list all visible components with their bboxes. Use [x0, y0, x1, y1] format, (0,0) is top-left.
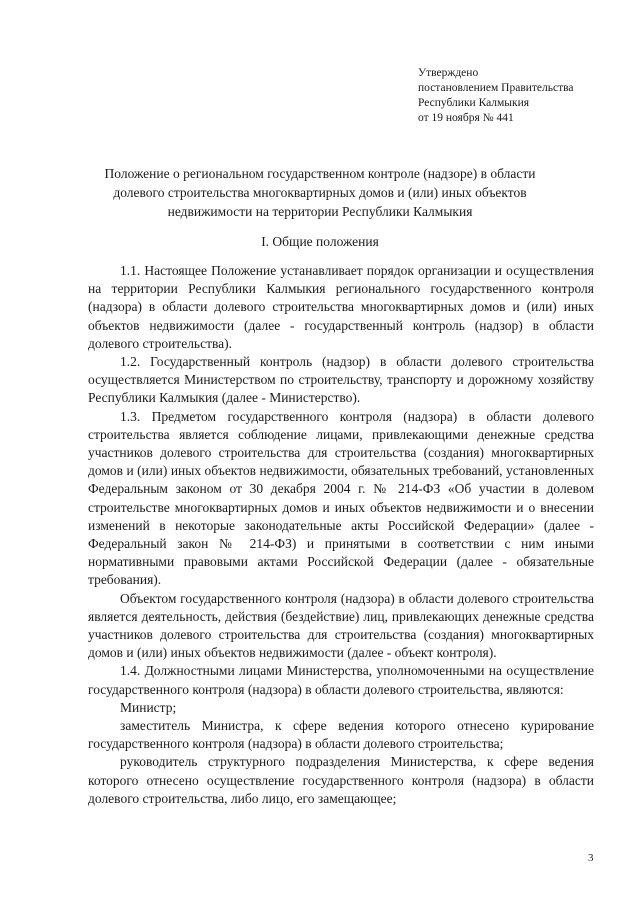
paragraph-1-1: 1.1. Настоящее Положение устанавливает порядок организации и осуществления на территории Республики Калмыкия регионального государственного контроля (надзора) в области долевого строительства многоквартирных домов и (или) иных объектов недвижимости (далее - государственный контроль (надзор) в области долевого строительства).	[88, 263, 594, 351]
approval-line: постановлением Правительства	[418, 82, 574, 94]
approval-date: от 19 ноября № 441	[418, 112, 514, 124]
paragraph-1-2: 1.2. Государственный контроль (надзор) в области долевого строительства осуществляется Министерством по строительству, транспорту и дорожному хозяйству Республики Калмыкия (далее - Министерство).	[88, 354, 594, 406]
approval-stamp	[418, 66, 574, 126]
title-line: долевого строительства многоквартирных домов и (или) иных объектов	[113, 185, 527, 200]
approval-line: Утверждено	[418, 67, 479, 79]
list-item-deputy: заместитель Министра, к сфере ведения которого отнесено курирование государственного контроля (надзора) в области долевого строительства;	[88, 718, 594, 752]
document-body	[88, 262, 594, 808]
list-item-minister: Министр;	[120, 699, 177, 715]
paragraph-object: Объектом государственного контроля (надзора) в области долевого строительства является деятельность, действия (бездействие) лиц, привлекающих денежные средства участников долевого строительства для строительства (создания) многоквартирных домов и (или) иных объектов недвижимости (далее - объект контроля).	[88, 590, 594, 661]
paragraph-1-3: 1.3. Предметом государственного контроля (надзора) в области долевого строительства является соблюдение лицами, привлекающими денежные средства участников долевого строительства для строительства (создания) многоквартирных домов и (или) иных объектов недвижимости, обязательных требований, установленных Федеральным законом от 30 декабря 2004 г. № 214-ФЗ «Об участии в долевом строительстве многоквартирных домов и иных объектов недвижимости и о внесении изменений в некоторые законодательные акты Российской Федерации» (далее - Федеральный закон № 214-ФЗ) и принятыми в соответствии с ним иными нормативными правовыми актами Российской Федерации (далее - обязательные требования).	[88, 408, 594, 588]
approval-line: Республики Калмыкия	[418, 97, 530, 109]
list-item-head: руководитель структурного подразделения Министерства, к сфере ведения которого отнесено осуществление государственного контроля (надзора) в области долевого строительства, либо лицо, его замещающее;	[88, 754, 594, 806]
section-heading: I. Общие положения	[261, 234, 379, 249]
title-line: недвижимости на территории Республики Калмыкия	[167, 204, 473, 219]
paragraph-1-4: 1.4. Должностными лицами Министерства, уполномоченными на осуществление государственного контроля (надзора) в области долевого строительства, являются:	[88, 663, 594, 697]
title-line: Положение о региональном государственном контроле (надзоре) в области	[104, 166, 536, 181]
page-number: 3	[588, 852, 594, 864]
document-title	[60, 164, 580, 221]
